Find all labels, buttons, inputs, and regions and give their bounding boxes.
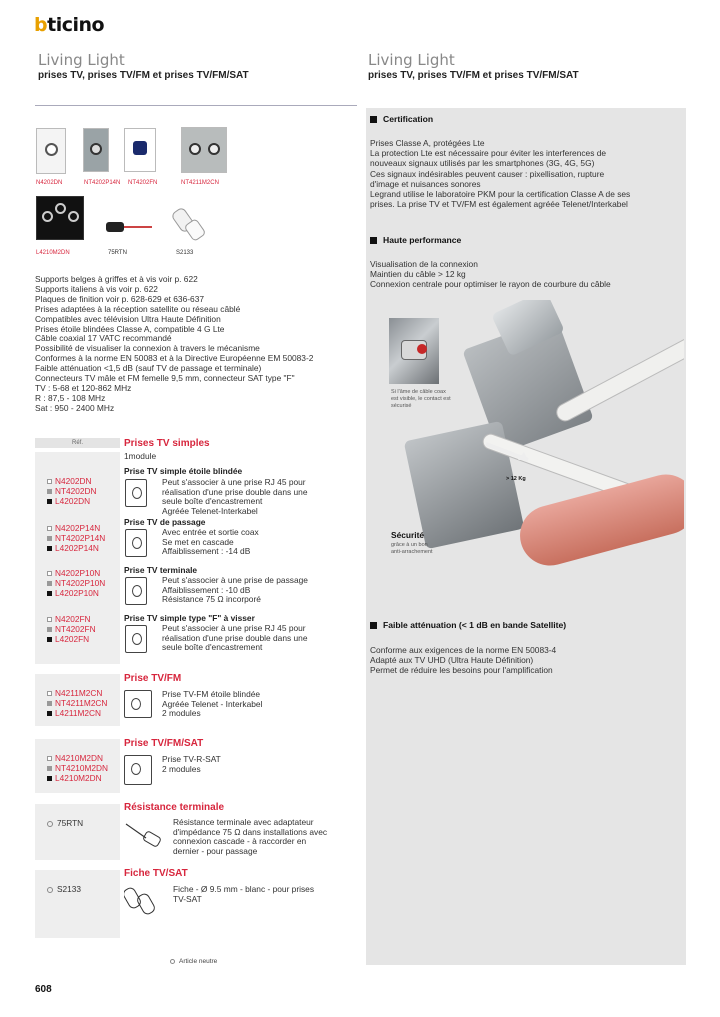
spec-line: Compatibles avec télévision Ultra Haute Définition xyxy=(35,313,221,324)
product-title: Prise TV de passage xyxy=(124,517,206,527)
attenuation-text: Conforme aux exigences de la norme EN 50083-4 Adapté aux TV UHD (Ultra Haute Définition) Permet de réduire les besoins pour l'amplification xyxy=(370,645,557,676)
product-desc: Prise TV-R-SAT 2 modules xyxy=(162,754,221,774)
spec-line: Câble coaxial 17 VATC recommandé xyxy=(35,333,172,344)
socket-icon xyxy=(125,625,147,653)
ref-item: L4202P10N xyxy=(47,588,120,598)
page-header-right xyxy=(368,51,579,81)
spec-line: R : 87,5 - 108 MHz xyxy=(35,392,106,403)
spec-line: Supports italiens à vis voir p. 622 xyxy=(35,283,158,294)
socket-icon xyxy=(125,577,147,605)
product-code: NT4211M2CN xyxy=(181,180,219,186)
spec-line: Prises étoile blindées Classe A, compatible 4 G Lte xyxy=(35,323,225,334)
resistor-icon xyxy=(124,822,164,848)
spec-line: Plaques de finition voir p. 628-629 et 636-637 xyxy=(35,293,205,304)
ref-item: N4202P14N xyxy=(47,523,120,533)
product-code: L4210M2DN xyxy=(36,250,70,256)
right-heading: Certification xyxy=(370,114,433,124)
spec-line: TV : 5-68 et 120-862 MHz xyxy=(35,382,132,393)
product-desc: Peut s'associer à une prise de passage Affaiblissement : -10 dB Résistance 75 Ω incorporé xyxy=(162,575,308,605)
spec-line: Sat : 950 - 2400 MHz xyxy=(35,402,115,413)
ref-item: L4202DN xyxy=(47,496,120,506)
plug-image xyxy=(172,205,212,243)
securite-caption: grâce à un bon anti-arrachement xyxy=(391,542,433,555)
ref-column xyxy=(35,739,120,793)
product-code: NT4202P14N xyxy=(84,180,121,186)
resistor-image xyxy=(104,218,154,236)
spec-line: Connecteurs TV mâle et FM femelle 9,5 mm, connecteur SAT type "F" xyxy=(35,373,295,384)
socket-icon xyxy=(125,529,147,557)
product-desc: Prise TV-FM étoile blindée Agréée Telenet - Interkabel 2 modules xyxy=(162,689,263,719)
page-number: 608 xyxy=(35,984,52,995)
section-title: Prise TV/FM xyxy=(124,673,182,684)
ref-item: N4210M2DN xyxy=(47,753,120,763)
ref-item: S2133 xyxy=(47,884,120,894)
performance-text: Visualisation de la connexion Maintien du câble > 12 kg Connexion centrale pour optimiser le rayon de courbure du câble xyxy=(370,259,611,290)
ref-item: NT4211M2CN xyxy=(47,698,120,708)
ref-item: L4202FN xyxy=(47,634,120,644)
ref-item: L4210M2DN xyxy=(47,773,120,783)
header-title: Living Light xyxy=(368,51,455,69)
ref-column xyxy=(35,870,120,938)
product-desc: Peut s'associer à une prise RJ 45 pour réalisation d'une prise double dans une seule boîte d'encastrement Agréée Telenet-Interkabel xyxy=(162,477,308,516)
spec-line: Faible atténuation <1,5 dB (sauf TV de passage et terminale) xyxy=(35,363,262,374)
spec-line: Supports belges à griffes et à vis voir p. 622 xyxy=(35,274,198,284)
spec-line: Conformes à la norme EN 50083 et à la Directive Européenne EM 50083-2 xyxy=(35,353,314,364)
ref-item: NT4210M2DN xyxy=(47,763,120,773)
ref-item: NT4202P14N xyxy=(47,533,120,543)
ref-item: NT4202DN xyxy=(47,486,120,496)
ref-column-header: Réf. xyxy=(35,438,120,448)
ref-item: N4202P10N xyxy=(47,568,120,578)
product-desc: Avec entrée et sortie coax Se met en cascade Affaiblissement : -14 dB xyxy=(162,527,259,557)
module-label: 1module xyxy=(124,451,157,461)
pull-test-photo xyxy=(388,420,684,610)
page-header-left xyxy=(38,51,249,81)
section-title: Résistance terminale xyxy=(124,802,225,813)
ref-item: NT4202FN xyxy=(47,624,120,634)
product-desc: Résistance terminale avec adaptateur d'impédance 75 Ω dans installations avec connexion cascade - à raccorder en dernier - pour passage xyxy=(173,817,328,856)
ref-item: 75RTN xyxy=(47,818,120,828)
product-image xyxy=(36,128,66,174)
product-desc: Fiche - Ø 9.5 mm - blanc - pour prises TV-SAT xyxy=(173,884,315,904)
section-title: Prises TV simples xyxy=(124,438,210,449)
ref-column xyxy=(35,804,120,860)
ref-item: N4211M2CN xyxy=(47,688,120,698)
right-heading: Haute performance xyxy=(370,235,461,245)
plug-icon xyxy=(124,884,166,918)
ref-column xyxy=(35,674,120,726)
ref-item: NT4202P10N xyxy=(47,578,120,588)
product-code: N4202DN xyxy=(36,180,63,186)
header-subtitle: prises TV, prises TV/FM et prises TV/FM/SAT xyxy=(368,70,579,81)
header-title: Living Light xyxy=(38,51,125,69)
section-title: Fiche TV/SAT xyxy=(124,868,188,879)
right-heading: Faible atténuation (< 1 dB en bande Satellite) xyxy=(370,620,566,630)
product-title: Prise TV simple étoile blindée xyxy=(124,466,243,476)
product-code: NT4202FN xyxy=(128,180,158,186)
spec-line: Possibilité de visualiser la connexion à travers le mécanisme xyxy=(35,343,260,354)
product-code: 75RTN xyxy=(108,250,127,256)
securite-title: Sécurité xyxy=(391,530,425,540)
socket-icon xyxy=(124,755,152,785)
header-divider xyxy=(35,105,357,106)
ref-item: N4202FN xyxy=(47,614,120,624)
ref-item: N4202DN xyxy=(47,476,120,486)
ref-item: L4202P14N xyxy=(47,543,120,553)
force-label: > 12 Kg xyxy=(506,476,526,482)
product-image xyxy=(83,128,109,172)
product-image xyxy=(36,196,84,240)
product-title: Prise TV terminale xyxy=(124,565,198,575)
product-code: S2133 xyxy=(176,250,194,256)
spec-list xyxy=(35,275,365,414)
product-image xyxy=(181,127,227,173)
socket-icon xyxy=(125,479,147,507)
footnote: Article neutre xyxy=(170,958,217,965)
ref-column xyxy=(35,452,120,664)
connector-closeup-photo xyxy=(389,318,439,384)
brand-logo: bticino xyxy=(34,14,105,36)
photo-caption: Si l'âme de câble coax est visible, le contact est sécurisé xyxy=(391,389,451,409)
ref-item: L4211M2CN xyxy=(47,708,120,718)
spec-line: Prises adaptées à la réception satellite ou réseau câblé xyxy=(35,303,241,314)
product-title: Prise TV simple type "F" à visser xyxy=(124,613,255,623)
header-subtitle: prises TV, prises TV/FM et prises TV/FM/SAT xyxy=(38,70,249,81)
certification-text: Prises Classe A, protégées Lte La protection Lte est nécessaire pour éviter les interferences de nouveaux signaux utilisés par les smartphones (3G, 4G, 5G) Ces signaux indésirables peuvent causer : pixellisation, rupture d'image et nuisances sonores Legrand utilise le laboratoire PKM pour la certification Classe A de ses prises. La prise TV et TV/FM est également agréée Telenet/Interkabel xyxy=(370,138,631,210)
socket-icon xyxy=(124,690,152,718)
product-desc: Peut s'associer à une prise RJ 45 pour réalisation d'une prise double dans une seule boîte d'encastrement xyxy=(162,623,308,653)
product-image xyxy=(124,128,156,172)
section-title: Prise TV/FM/SAT xyxy=(124,738,204,749)
